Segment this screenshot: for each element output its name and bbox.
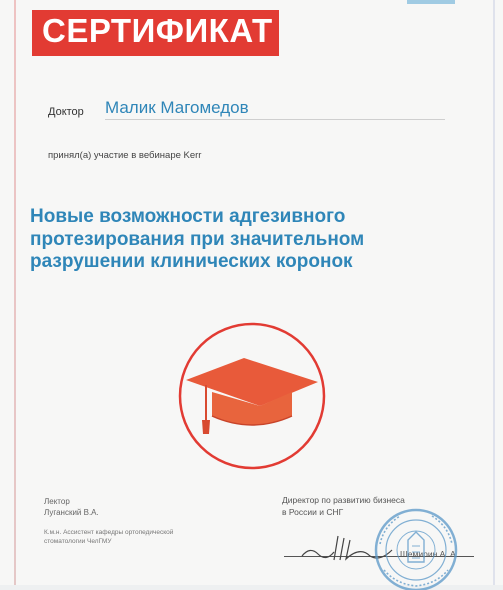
webinar-title-line-1: Новые возможности адгезивного — [30, 206, 346, 227]
lecturer-block — [44, 497, 99, 517]
lecturer-position: К.м.н. Ассистент кафедры ортопедической стоматологии ЧелГМУ — [44, 529, 174, 545]
right-edge-stripe — [493, 0, 495, 585]
webinar-title-line-2: протезирования при значительном — [30, 228, 365, 250]
director-title-line-2: в России и СНГ — [282, 507, 344, 517]
name-underline — [105, 119, 445, 120]
webinar-title — [30, 206, 410, 274]
doctor-name: Малик Магомедов — [105, 98, 249, 117]
director-title-line-1: Директор по развитию бизнеса — [282, 495, 405, 505]
certificate-title: СЕРТИФИКАТ — [42, 12, 273, 49]
left-edge-stripe — [14, 0, 16, 585]
webinar-title-line-3: разрушении клинических коронок — [30, 251, 353, 272]
lecturer-name: Луганский В.А. — [44, 508, 99, 517]
attendance-text: принял(а) участие в вебинаре Kerr — [48, 150, 202, 161]
official-stamp-seal — [366, 500, 466, 590]
director-name: Шемирин А. А. — [400, 549, 459, 559]
graduation-cap-icon — [176, 320, 328, 472]
lecturer-label: Лектор — [44, 497, 70, 506]
top-right-mark — [407, 0, 455, 4]
doctor-label: Доктор — [48, 106, 84, 118]
